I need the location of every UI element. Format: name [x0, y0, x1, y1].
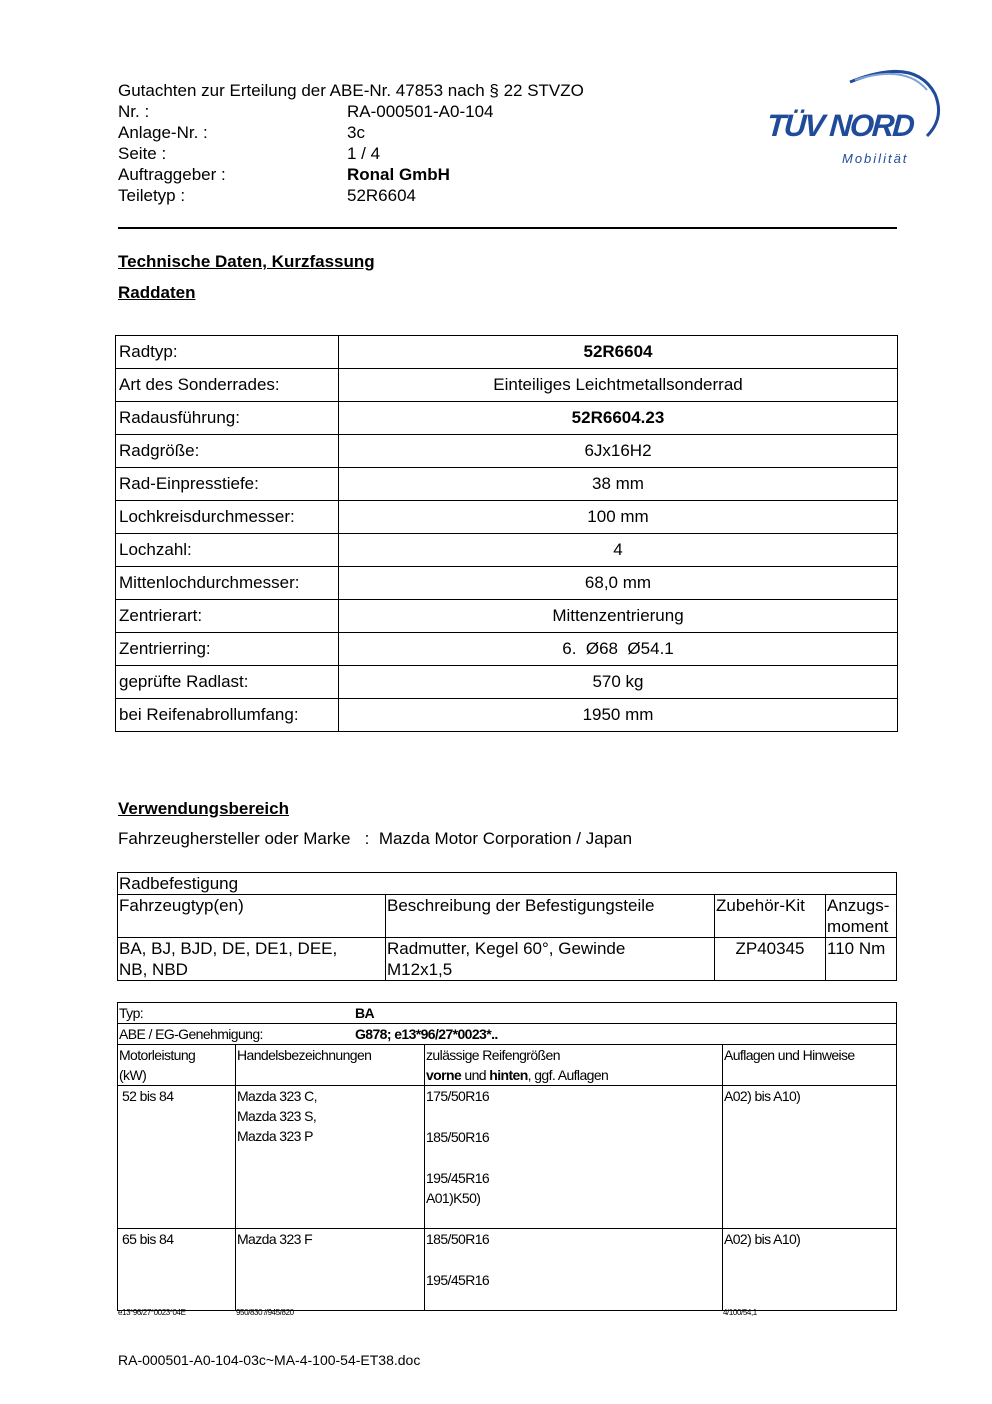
header-row-nr: Nr. : RA-000501-A0-104	[118, 102, 494, 121]
table-row: bei Reifenabrollumfang: 1950 mm	[116, 699, 898, 732]
table-row: Typ: BA	[118, 1003, 897, 1024]
footer-filename: RA-000501-A0-104-03c~MA-4-100-54-ET38.doc	[118, 1352, 421, 1368]
header-row-seite: Seite : 1 / 4	[118, 144, 381, 163]
table-row: Zentrierring: 6. Ø68 Ø54.1	[116, 633, 898, 666]
table-row: Rad-Einpresstiefe: 38 mm	[116, 468, 898, 501]
bolt-pattern-small: 4/100/54,1	[723, 1308, 757, 1317]
table-row: Mittenlochdurchmesser: 68,0 mm	[116, 567, 898, 600]
table-row: Lochzahl: 4	[116, 534, 898, 567]
table-row: Lochkreisdurchmesser: 100 mm	[116, 501, 898, 534]
wheel-data-table	[115, 335, 898, 732]
table-row: geprüfte Radlast: 570 kg	[116, 666, 898, 699]
table-row: 65 bis 84 Mazda 323 F 185/50R16 195/45R16 A02) bis A10)	[118, 1229, 897, 1311]
table-row: Radbefestigung	[118, 873, 897, 895]
table-row: Radausführung: 52R6604.23	[116, 402, 898, 435]
logo-subtitle: Mobilität	[842, 151, 909, 166]
header-title: Gutachten zur Erteilung der ABE-Nr. 47853 nach § 22 STVZO	[118, 81, 584, 100]
table-row: Zentrierart: Mittenzentrierung	[116, 600, 898, 633]
logo-brand: TÜV NORD	[765, 108, 915, 143]
type-table	[117, 1002, 897, 1311]
section-wheel-heading: Raddaten	[118, 283, 196, 302]
document-header	[118, 80, 584, 206]
table-row: 52 bis 84 Mazda 323 C, Mazda 323 S, Mazda 323 P 175/50R16 185/50R16 195/45R16 A01)K50) A02) bis A10)	[118, 1086, 897, 1229]
header-row-teiletyp: Teiletyp : 52R6604	[118, 186, 417, 205]
section-usage-heading: Verwendungsbereich	[118, 799, 289, 818]
circumference-small: 950/830 //945/820	[236, 1308, 294, 1317]
approval-code-small: e13*96/27*0023*04E	[118, 1308, 186, 1317]
table-row: BA, BJ, BJD, DE, DE1, DEE, NB, NBD Radmutter, Kegel 60°, Gewinde M12x1,5 ZP40345 110 Nm	[118, 938, 897, 981]
table-row: Fahrzeugtyp(en) Beschreibung der Befestigungsteile Zubehör-Kit Anzugs- moment	[118, 895, 897, 938]
tuev-nord-logo	[755, 58, 945, 178]
table-row: ABE / EG-Genehmigung: G878; e13*96/27*0023*..	[118, 1024, 897, 1045]
table-row: Motorleistung (kW) Handelsbezeichnungen zulässige Reifengrößen vorne und hinten, ggf. Auflagen Auflagen und Hinweise	[118, 1045, 897, 1086]
table-row: Art des Sonderrades: Einteiliges Leichtmetallsonderrad	[116, 369, 898, 402]
table-row: Radgröße: 6Jx16H2	[116, 435, 898, 468]
manufacturer-line: Fahrzeughersteller oder Marke : Mazda Motor Corporation / Japan	[118, 829, 633, 848]
header-divider	[118, 227, 897, 229]
header-row-anlage: Anlage-Nr. : 3c	[118, 123, 365, 142]
mounting-table	[117, 872, 897, 981]
table-row: Radtyp: 52R6604	[116, 336, 898, 369]
section-technical-heading: Technische Daten, Kurzfassung	[118, 252, 375, 271]
header-row-auftraggeber: Auftraggeber : Ronal GmbH	[118, 165, 450, 184]
